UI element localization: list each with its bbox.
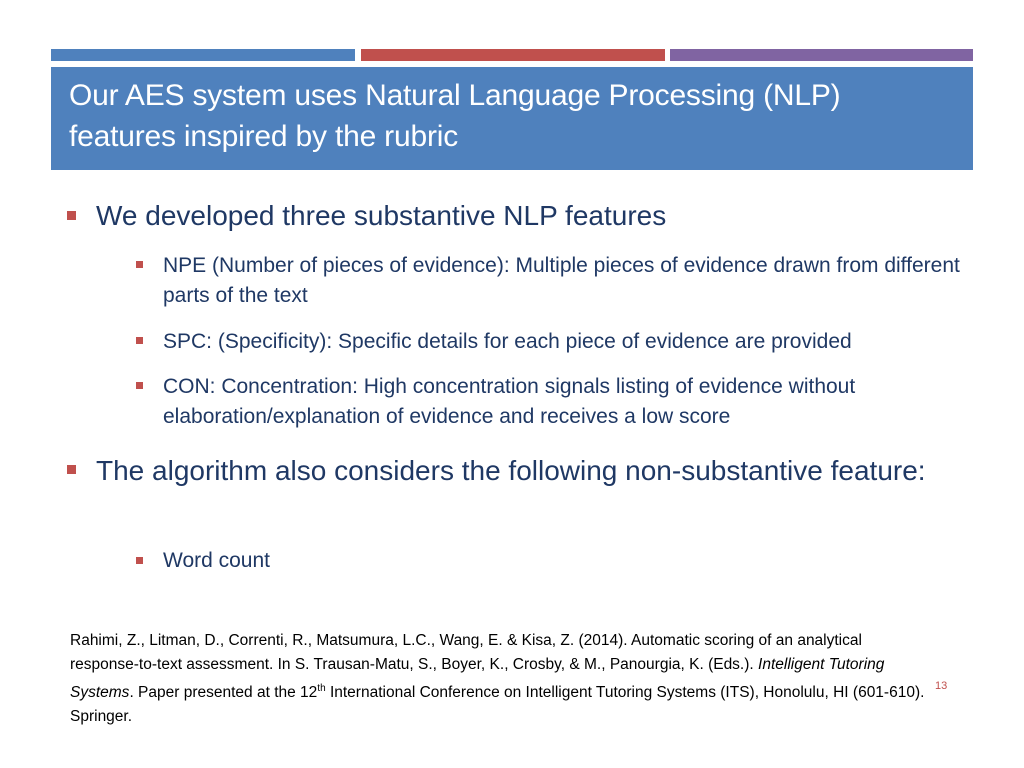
bullet-square-icon [136,557,143,564]
bullet-level2: NPE (Number of pieces of evidence): Multiple pieces of evidence drawn from different parts of the text [163,254,960,307]
reference-citation [70,629,930,729]
bullet-level2: SPC: (Specificity): Specific details for each piece of evidence are provided [163,330,852,353]
bullet-square-icon [136,261,143,268]
slide-title: Our AES system uses Natural Language Processing (NLP) features inspired by the rubric [69,79,841,153]
bullet-square-icon [136,382,143,389]
bullet-square-icon [67,465,76,474]
bullet-square-icon [136,337,143,344]
reference-text: International Conference on Intelligent Tutoring Systems (ITS), Honolulu, HI (601-610). Springer. [70,684,925,726]
bullet-level2: CON: Concentration: High concentration signals listing of evidence without elaboration/explanation of evidence and receives a low score [163,375,856,428]
blue-accent-bar [51,49,355,61]
reference-italic-title: Intelligent Tutoring Systems [70,656,885,702]
bullet-level1: The algorithm also considers the following non-substantive feature: [96,455,926,486]
purple-accent-bar [670,49,973,61]
page-number: 13 [935,680,948,692]
bullet-level2: Word count [163,549,270,572]
slide-title-box [51,67,973,170]
decorative-top-bars [51,49,973,61]
bullet-level1: We developed three substantive NLP features [96,200,667,231]
reference-text: . Paper presented at the 12 [129,684,318,702]
bullet-square-icon [67,211,76,220]
red-accent-bar [361,49,665,61]
reference-text: Rahimi, Z., Litman, D., Correnti, R., Matsumura, L.C., Wang, E. & Kisa, Z. (2014). Automatic scoring of an analytical response-to-text assessment. In S. Trausan-Matu, S., Boyer, K., Crosby, & M., Panourgia, K. (Eds.). [70,632,862,673]
reference-superscript: th [317,683,326,694]
